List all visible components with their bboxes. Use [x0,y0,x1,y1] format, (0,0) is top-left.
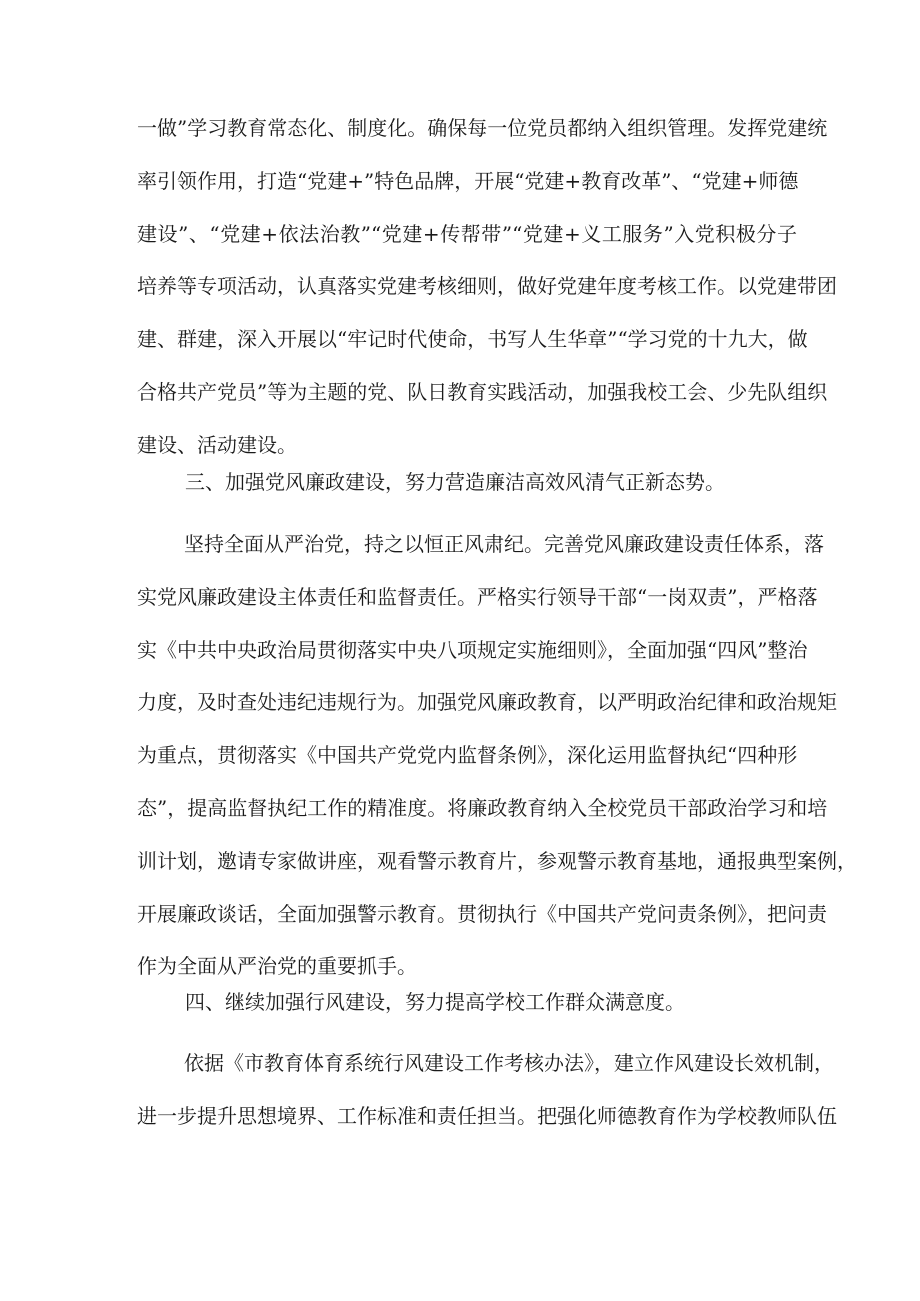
paragraph-clean-governance [137,518,857,993]
text-line: 态”，提高监督执纪工作的精准度。将廉政教育纳入全校党员干部政治学习和培 [137,795,828,820]
text-line: 建设、活动建设。 [137,432,297,457]
section-heading-3: 三、加强党风廉政建设，努力营造廉洁高效风清气正新态势。 [185,470,725,494]
text-line: 为重点，贯彻落实《中国共产党党内监督条例》，深化运用监督执纪“四种形 [137,743,798,768]
text-line: 合格共产党员”等为主题的党、队日教育实践活动，加强我校工会、少先队组织 [137,379,828,404]
text-line: 进一步提升思想境界、工作标准和责任担当。把强化师德教育作为学校教师队伍 [137,1103,837,1128]
text-line: 作为全面从严治党的重要抓手。 [137,954,417,979]
text-line: 坚持全面从严治党，持之以恒正风肃纪。完善党风廉政建设责任体系，落 [184,532,824,556]
text-line: 开展廉政谈话，全面加强警示教育。贯彻执行《中国共产党问责条例》，把问责 [137,901,827,926]
text-line: 培养等专项活动，认真落实党建考核细则，做好党建年度考核工作。以党建带团 [137,274,837,299]
paragraph-party-building [137,102,837,472]
text-line: 建设”、“党建+依法治教”“党建+传帮带”“党建+义工服务”入党积极分子 [137,221,797,246]
text-line: 力度，及时查处违纪违规行为。加强党风廉政教育，以严明政治纪律和政治规矩 [137,690,837,715]
text-line: 实《中共中央政治局贯彻落实中央八项规定实施细则》，全面加强“四风”整治 [137,637,808,662]
section-heading-4: 四、继续加强行风建设，努力提高学校工作群众满意度。 [185,990,685,1014]
paragraph-work-style [137,1037,837,1143]
text-line: 实党风廉政建设主体责任和监督责任。严格实行领导干部“一岗双责”，严格落 [137,584,818,609]
text-line: 依据《市教育体育系统行风建设工作考核办法》，建立作风建设长效机制， [184,1051,834,1075]
text-line: 建、群建，深入开展以“牢记时代使命，书写人生华章”“学习党的十九大，做 [137,327,808,352]
text-line: 训计划，邀请专家做讲座，观看警示教育片，参观警示教育基地，通报典型案例， [137,848,857,873]
text-line: 率引领作用，打造“党建+”特色品牌，开展“党建+教育改革”、“党建+师德 [137,168,799,193]
text-line: 一做”学习教育常态化、制度化。确保每一位党员都纳入组织管理。发挥党建统 [137,116,828,140]
